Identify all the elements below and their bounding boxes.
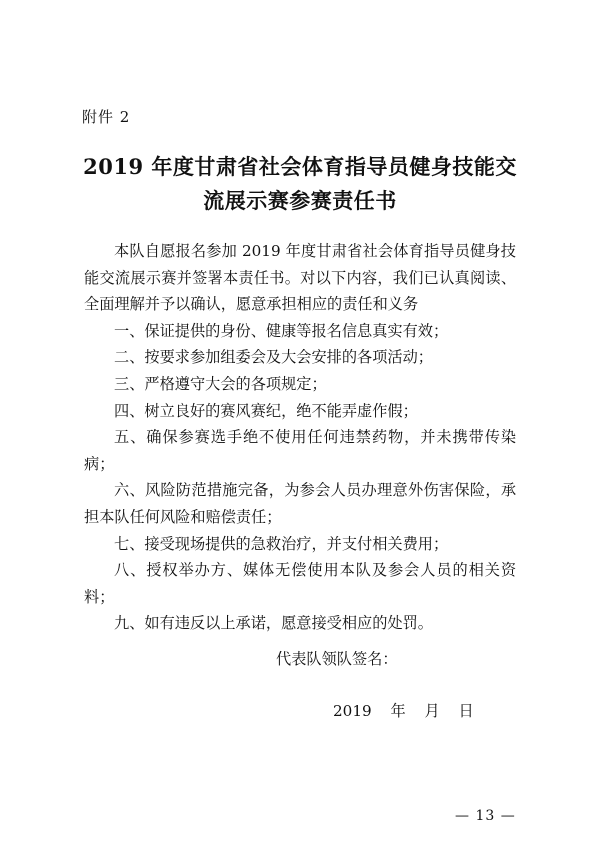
commitment-item-3: 三、严格遵守大会的各项规定；: [114, 374, 327, 393]
title-line-2: 流展示赛参赛责任书: [203, 188, 397, 213]
page-number: — 13 —: [455, 808, 516, 824]
attachment-label: 附件 2: [82, 108, 131, 126]
signature-label: 代表队领队签名：: [276, 650, 398, 668]
commitment-item-5: 五、确保参赛选手绝不使用任何违禁药物，并未携带传染病；: [84, 428, 516, 473]
commitment-item-2: 二、按要求参加组委会及大会安排的各项活动；: [114, 348, 433, 367]
date-year-unit: 年: [390, 702, 406, 720]
date-year: 2019: [333, 702, 372, 720]
document-title: [60, 150, 540, 218]
title-line-1: 2019 年度甘肃省社会体育指导员健身技能交: [83, 154, 517, 179]
commitment-item-7: 七、接受现场提供的急救治疗，并支付相关费用；: [114, 534, 449, 553]
date-day-unit: 日: [458, 702, 474, 720]
date-line: [333, 700, 484, 721]
commitment-item-8: 八、授权举办方、媒体无偿使用本队及参会人员的相关资料；: [84, 561, 516, 606]
commitment-item-1: 一、保证提供的身份、健康等报名信息真实有效；: [114, 321, 449, 340]
date-month-unit: 月: [424, 702, 440, 720]
document-body: [84, 238, 516, 637]
commitment-item-9: 九、如有违反以上承诺，愿意接受相应的处罚。: [114, 614, 433, 633]
commitment-item-6: 六、风险防范措施完备，为参会人员办理意外伤害保险，承担本队任何风险和赔偿责任；: [84, 481, 516, 526]
intro-paragraph: 本队自愿报名参加 2019 年度甘肃省社会体育指导员健身技能交流展示赛并签署本责任书。对以下内容，我们已认真阅读、全面理解并予以确认，愿意承担相应的责任和义务: [84, 242, 516, 314]
commitment-item-4: 四、树立良好的赛风赛纪，绝不能弄虚作假；: [114, 401, 418, 420]
